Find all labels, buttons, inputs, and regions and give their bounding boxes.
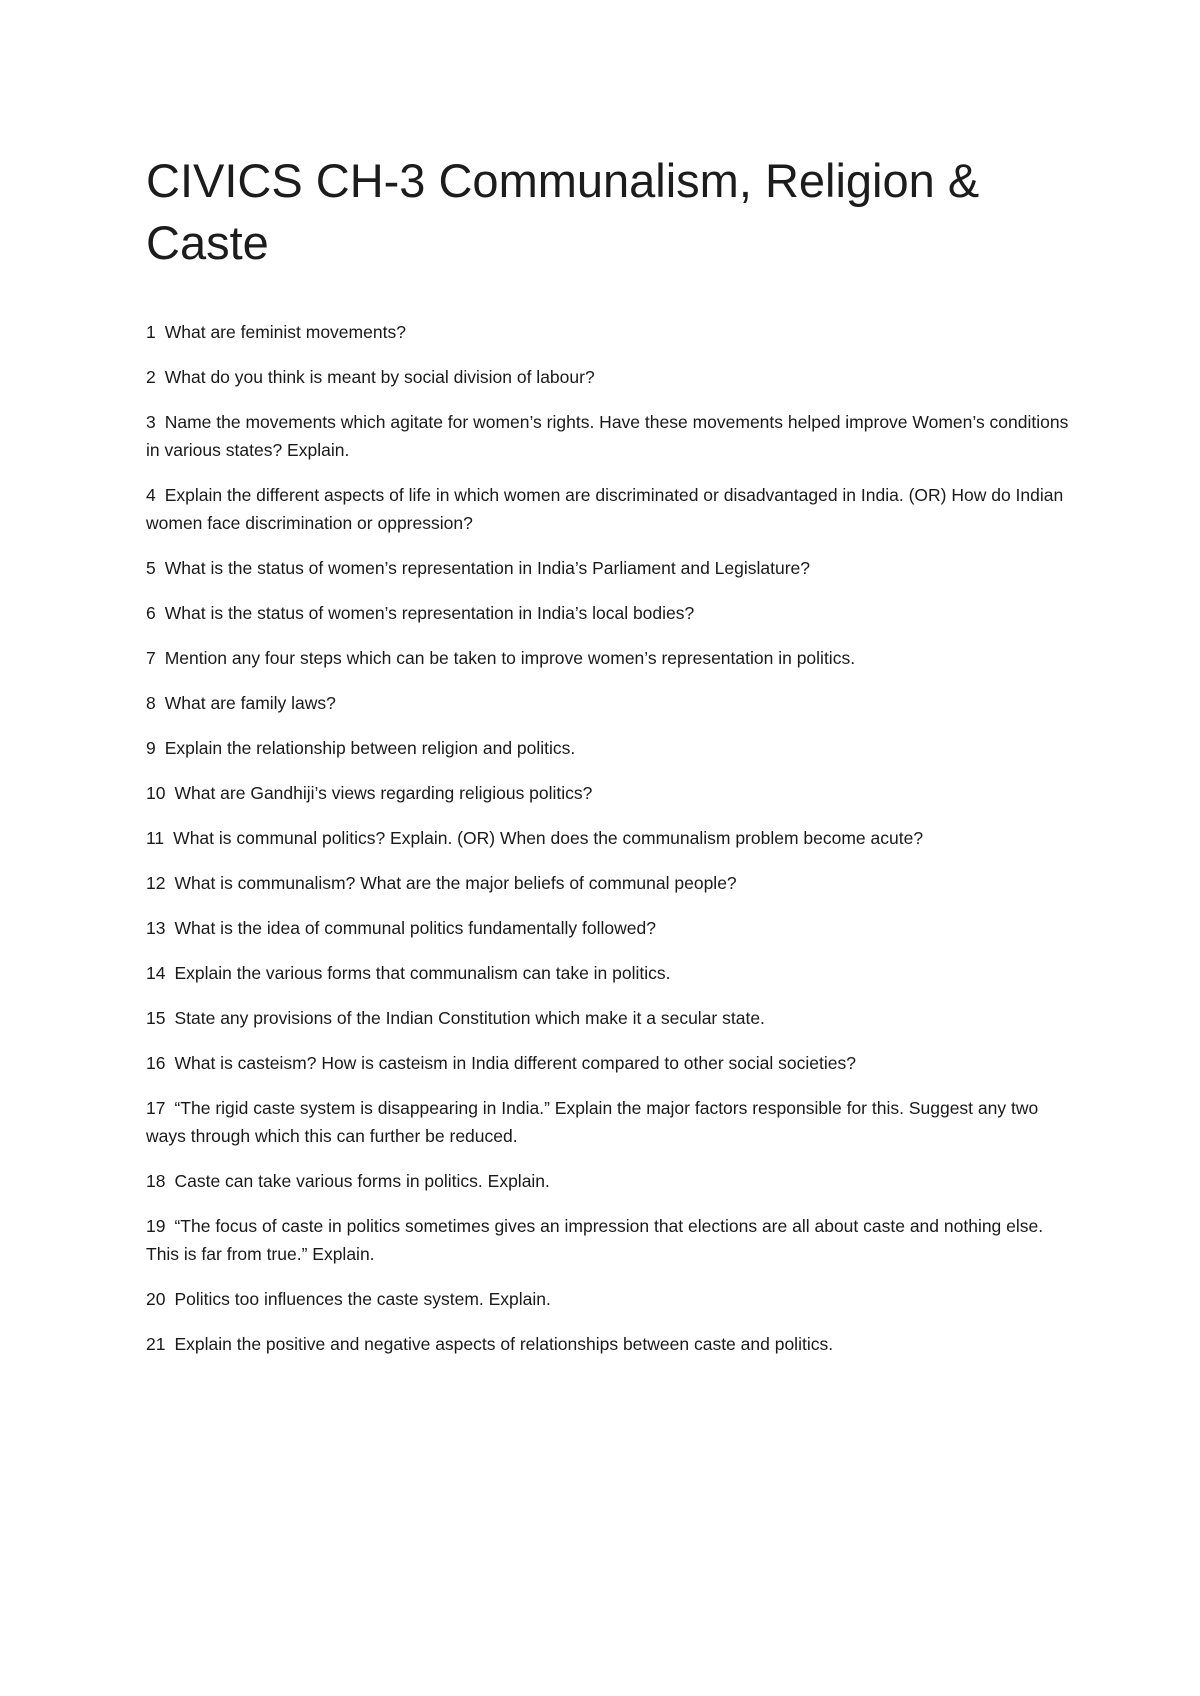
question-number: 2	[146, 367, 156, 387]
question-text: Explain the relationship between religion and politics.	[164, 738, 576, 758]
question-item	[146, 1049, 1076, 1077]
page-title: CIVICS CH-3 Communalism, Religion & Caste	[146, 154, 980, 269]
question-number: 3	[146, 412, 156, 432]
question-item	[146, 1212, 1076, 1268]
question-number: 8	[146, 693, 156, 713]
question-number: 6	[146, 603, 156, 623]
question-item	[146, 554, 1076, 582]
question-text: State any provisions of the Indian Constitution which make it a secular state.	[174, 1008, 765, 1028]
question-text: What is the status of women’s representation in India’s local bodies?	[164, 603, 695, 623]
question-text: What are family laws?	[164, 693, 336, 713]
question-text: Caste can take various forms in politics. Explain.	[174, 1171, 550, 1191]
question-number: 5	[146, 558, 156, 578]
question-text: What do you think is meant by social division of labour?	[164, 367, 595, 387]
question-text: “The focus of caste in politics sometimes gives an impression that elections are all about caste and nothing else. This is far from true.” Explain.	[146, 1216, 1044, 1264]
question-item	[146, 689, 1076, 717]
question-number: 12	[146, 873, 166, 893]
question-item	[146, 1330, 1076, 1358]
question-item	[146, 1004, 1076, 1032]
question-number: 18	[146, 1171, 166, 1191]
question-text: Explain the positive and negative aspects of relationships between caste and politics.	[174, 1334, 834, 1354]
question-number: 13	[146, 918, 166, 938]
question-text: What are Gandhiji’s views regarding religious politics?	[174, 783, 593, 803]
question-text: “The rigid caste system is disappearing in India.” Explain the major factors responsible for this. Suggest any two ways through which this can further be reduced.	[146, 1098, 1039, 1146]
question-item	[146, 318, 1076, 346]
question-number: 11	[146, 828, 165, 848]
question-item	[146, 481, 1076, 537]
question-number: 17	[146, 1098, 166, 1118]
question-item	[146, 599, 1076, 627]
question-text: What is casteism? How is casteism in India different compared to other social societies?	[174, 1053, 856, 1073]
question-number: 14	[146, 963, 166, 983]
question-text: What is the idea of communal politics fundamentally followed?	[174, 918, 656, 938]
question-item	[146, 1285, 1076, 1313]
question-number: 7	[146, 648, 156, 668]
question-text: What is communal politics? Explain. (OR) When does the communalism problem become acute?	[173, 828, 924, 848]
question-item	[146, 959, 1076, 987]
question-number: 21	[146, 1334, 166, 1354]
question-list	[146, 318, 1076, 1358]
question-text: Politics too influences the caste system. Explain.	[174, 1289, 551, 1309]
question-text: Explain the various forms that communalism can take in politics.	[174, 963, 671, 983]
question-item	[146, 734, 1076, 762]
question-number: 16	[146, 1053, 166, 1073]
question-text: What is the status of women’s representation in India’s Parliament and Legislature?	[164, 558, 811, 578]
question-number: 20	[146, 1289, 166, 1309]
question-item	[146, 914, 1076, 942]
question-text: What are feminist movements?	[164, 322, 406, 342]
question-text: Explain the different aspects of life in which women are discriminated or disadvantaged in India. (OR) How do Indian women face discrimination or oppression?	[146, 485, 1064, 533]
question-number: 19	[146, 1216, 166, 1236]
question-item	[146, 408, 1076, 464]
question-text: Mention any four steps which can be taken to improve women’s representation in politics.	[164, 648, 856, 668]
question-number: 15	[146, 1008, 166, 1028]
question-number: 9	[146, 738, 156, 758]
question-number: 10	[146, 783, 166, 803]
question-number: 1	[146, 322, 156, 342]
question-item	[146, 363, 1076, 391]
question-text: What is communalism? What are the major beliefs of communal people?	[174, 873, 737, 893]
question-text: Name the movements which agitate for women’s rights. Have these movements helped improve Women’s conditions in various states? Explain.	[146, 412, 1069, 460]
question-item	[146, 1094, 1076, 1150]
question-item	[146, 824, 1076, 852]
question-item	[146, 869, 1076, 897]
question-item	[146, 1167, 1076, 1195]
question-item	[146, 644, 1076, 672]
question-item	[146, 779, 1076, 807]
document-page	[146, 150, 1076, 1375]
question-number: 4	[146, 485, 156, 505]
